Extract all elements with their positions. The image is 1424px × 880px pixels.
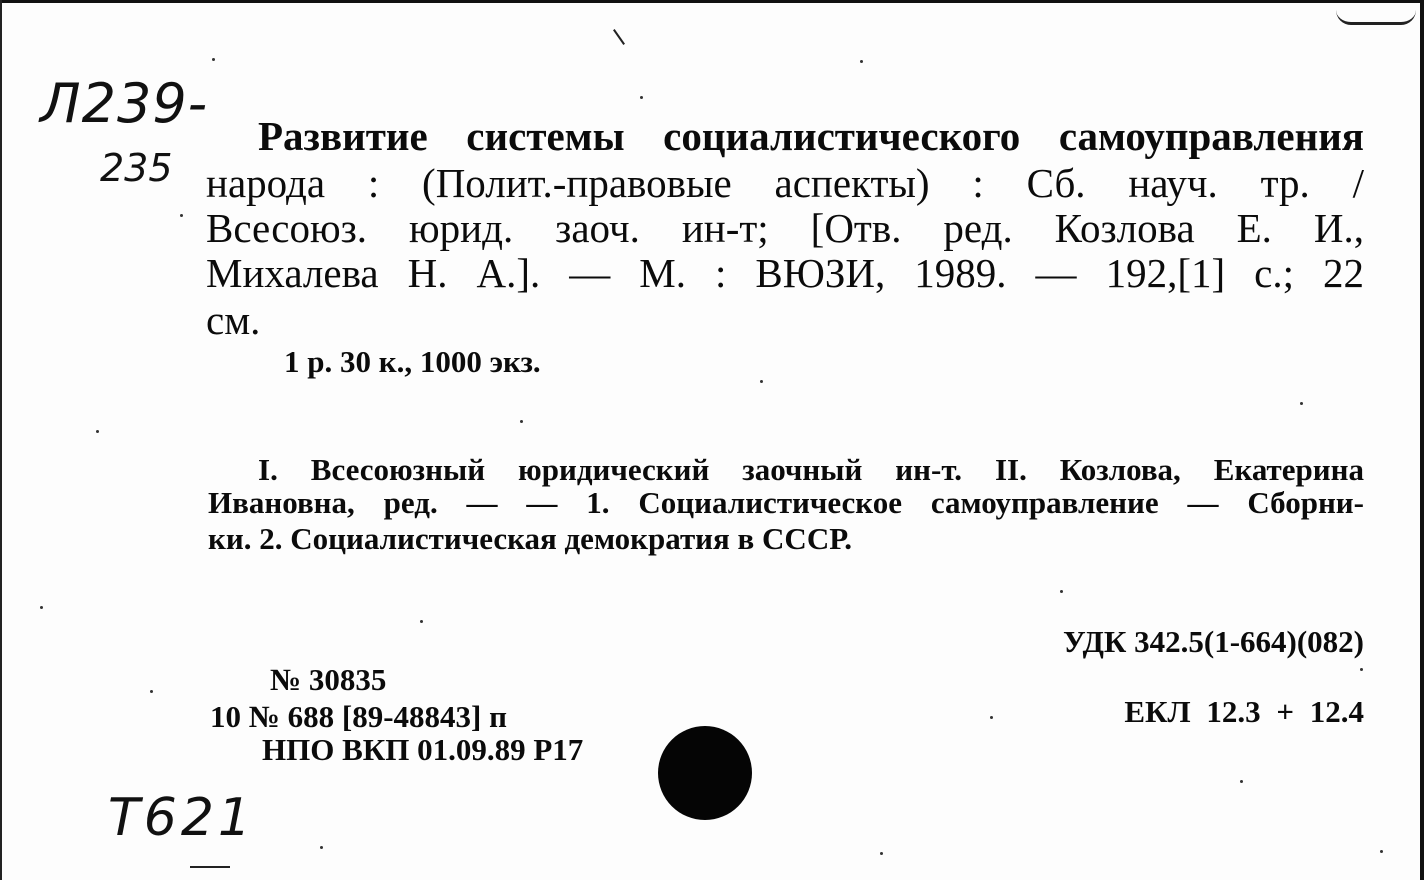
entry-line-5: см. — [206, 297, 261, 343]
speck — [40, 606, 43, 609]
printer-imprint: НПО ВКП 01.09.89 Р17 — [262, 732, 584, 767]
speck — [180, 214, 183, 217]
tracing-line-1: I. Всесоюзный юридический заочный ин-т. II. Козлова, Екатерина — [258, 452, 1364, 487]
speck — [880, 852, 883, 855]
card-number: № 30835 — [270, 662, 387, 697]
speck — [1240, 780, 1243, 783]
handwritten-shelf-code-bottom: T621 — [108, 788, 256, 848]
speck — [640, 96, 643, 99]
entry-line-3: Всесоюз. юрид. заоч. ин-т; [Отв. ред. Козлова Е. И., — [206, 205, 1364, 251]
pencil-stroke — [613, 29, 625, 45]
handwritten-shelf-code-top: Л239- — [40, 72, 209, 135]
speck — [1060, 590, 1063, 593]
print-order: 10 № 688 [89-48843] п — [210, 699, 507, 734]
card-top-edge — [0, 0, 1424, 3]
speck — [860, 60, 863, 63]
speck — [760, 380, 763, 383]
pencil-stroke — [190, 866, 230, 868]
speck — [420, 620, 423, 623]
entry-line-2: народа : (Полит.-правовые аспекты) : Сб. науч. тр. / — [206, 160, 1364, 206]
speck — [1380, 850, 1383, 853]
entry-title: Развитие системы социалистического самоуправления — [258, 113, 1364, 159]
ekl-classification: ЕКЛ 12.3 + 12.4 — [1124, 694, 1364, 729]
udk-classification: УДК 342.5(1-664)(082) — [1062, 624, 1364, 659]
speck — [1300, 402, 1303, 405]
punch-hole — [658, 726, 752, 820]
entry-line-4: Михалева Н. А.]. — М. : ВЮЗИ, 1989. — 192,[1] с.; 22 — [206, 250, 1364, 296]
speck — [320, 846, 323, 849]
speck — [520, 420, 523, 423]
speck — [96, 430, 99, 433]
tracing-line-3: ки. 2. Социалистическая демократия в СССР. — [208, 521, 853, 556]
speck — [990, 716, 993, 719]
speck — [150, 690, 153, 693]
handwritten-shelf-code-second: 235 — [100, 146, 173, 190]
price-and-print-run: 1 р. 30 к., 1000 экз. — [284, 344, 541, 379]
corner-pencil-mark — [1336, 10, 1416, 25]
card-right-edge — [1420, 0, 1424, 880]
card-left-edge — [0, 0, 2, 880]
speck — [212, 58, 215, 61]
tracing-line-2: Ивановна, ред. — — 1. Социалистическое самоуправление — Сборни- — [208, 485, 1364, 520]
speck — [1360, 668, 1363, 671]
